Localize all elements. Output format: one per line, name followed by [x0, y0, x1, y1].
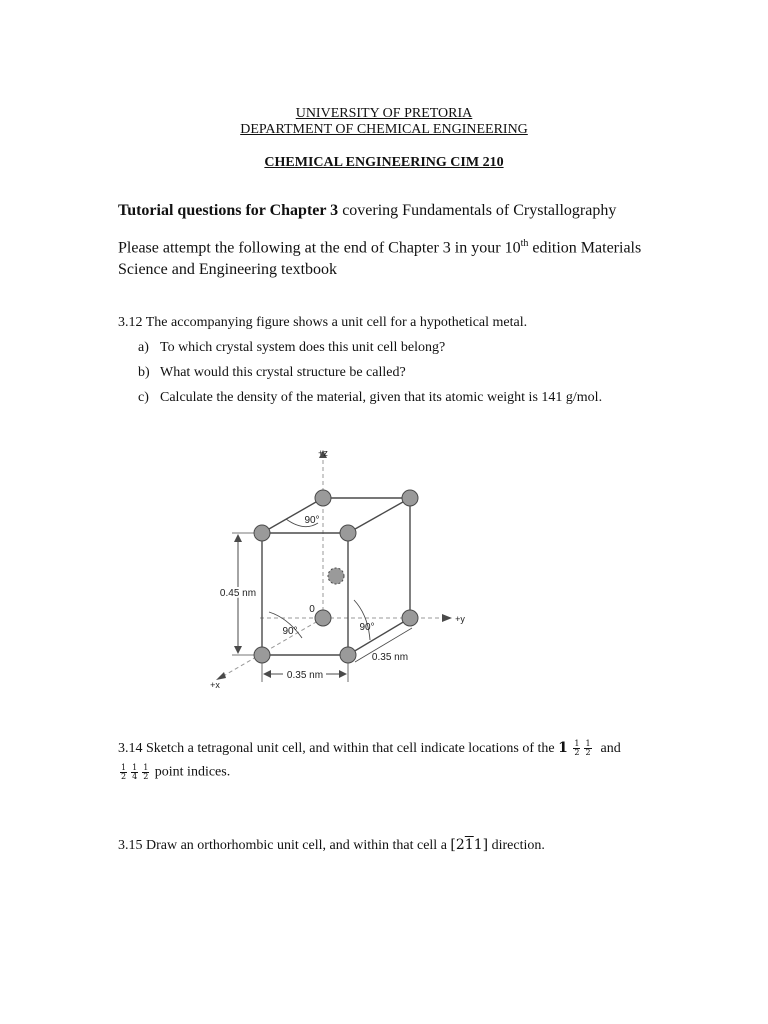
atoms — [254, 490, 418, 663]
intro-paragraph — [118, 233, 678, 281]
atom — [402, 490, 418, 506]
atom — [315, 490, 331, 506]
angle-top-label: 90° — [304, 515, 320, 526]
atom — [340, 525, 356, 541]
fraction-half: $\frac{1}{2}$ — [574, 739, 580, 758]
angle-arc-right — [354, 600, 370, 640]
atom — [254, 647, 270, 663]
y-arrow-head — [442, 614, 452, 622]
item-label: a) — [138, 340, 149, 355]
item-text: What would this crystal structure be called? — [160, 365, 406, 380]
direction-index: [211] — [450, 837, 489, 853]
item-label: b) — [138, 365, 150, 380]
atom — [254, 525, 270, 541]
question-3-12-a — [138, 340, 445, 356]
atom — [402, 610, 418, 626]
question-3-12-b — [138, 365, 406, 381]
intro-part1: Please attempt the following at the end of Chapter 3 in your 10 — [118, 239, 521, 257]
fraction-half: $\frac{1}{2}$ — [585, 739, 591, 758]
atom — [315, 610, 331, 626]
fraction-half: $\frac{1}{2}$ — [121, 763, 127, 781]
question-3-14-line2 — [118, 764, 230, 781]
item-text: Calculate the density of the material, given that its atomic weight is 141 g/mol. — [160, 390, 603, 405]
question-3-15 — [118, 837, 545, 854]
item-label: c) — [138, 390, 149, 405]
width-x-label: 0.35 nm — [286, 670, 324, 681]
course-title: CHEMICAL ENGINEERING CIM 210 — [264, 155, 504, 170]
fraction-quarter: $\frac{1}{4}$ — [132, 763, 138, 781]
x-axis-line — [220, 618, 323, 678]
origin-label: 0 — [309, 604, 315, 615]
angle-left-label: 90° — [282, 626, 298, 637]
body-center-atom — [328, 568, 344, 584]
question-3-14 — [118, 740, 621, 757]
y-axis-label: +y — [455, 614, 465, 624]
width-y-label: 0.35 nm — [371, 652, 409, 663]
item-text: To which crystal system does this unit cell belong? — [160, 340, 446, 355]
question-3-12-c — [138, 390, 602, 406]
unit-cell-figure — [190, 440, 490, 695]
intro-superscript: th — [520, 238, 529, 249]
x-arrow-head — [216, 672, 226, 680]
x-axis-label: +x — [210, 680, 220, 690]
heading-bold: Tutorial questions for Chapter 3 — [118, 202, 339, 219]
question-3-12: 3.12 The accompanying figure shows a unit cell for a hypothetical metal. — [118, 315, 528, 330]
q315-text-before: 3.15 Draw an orthorhombic unit cell, and within that cell a — [118, 838, 451, 853]
department-name: DEPARTMENT OF CHEMICAL ENGINEERING — [240, 122, 528, 137]
height-label: 0.45 nm — [219, 588, 257, 599]
fraction-half: $\frac{1}{2}$ — [143, 763, 149, 781]
atom — [340, 647, 356, 663]
q314-whole-number: 1 — [558, 740, 568, 756]
q314-and: and — [600, 741, 621, 756]
q314-text-after: point indices. — [151, 764, 231, 780]
q314-text-before: 3.14 Sketch a tetragonal unit cell, and within that cell indicate locations of the — [118, 741, 559, 756]
university-name: UNIVERSITY OF PRETORIA — [295, 106, 473, 121]
z-axis-label: +z — [318, 448, 328, 458]
intro-part2: edition Materials Science and Engineering textbook — [118, 239, 642, 279]
heading-rest: covering Fundamentals of Crystallography — [338, 202, 617, 219]
q315-text-after: direction. — [488, 838, 545, 853]
angle-right-label: 90° — [359, 622, 375, 633]
tutorial-heading — [118, 202, 616, 220]
